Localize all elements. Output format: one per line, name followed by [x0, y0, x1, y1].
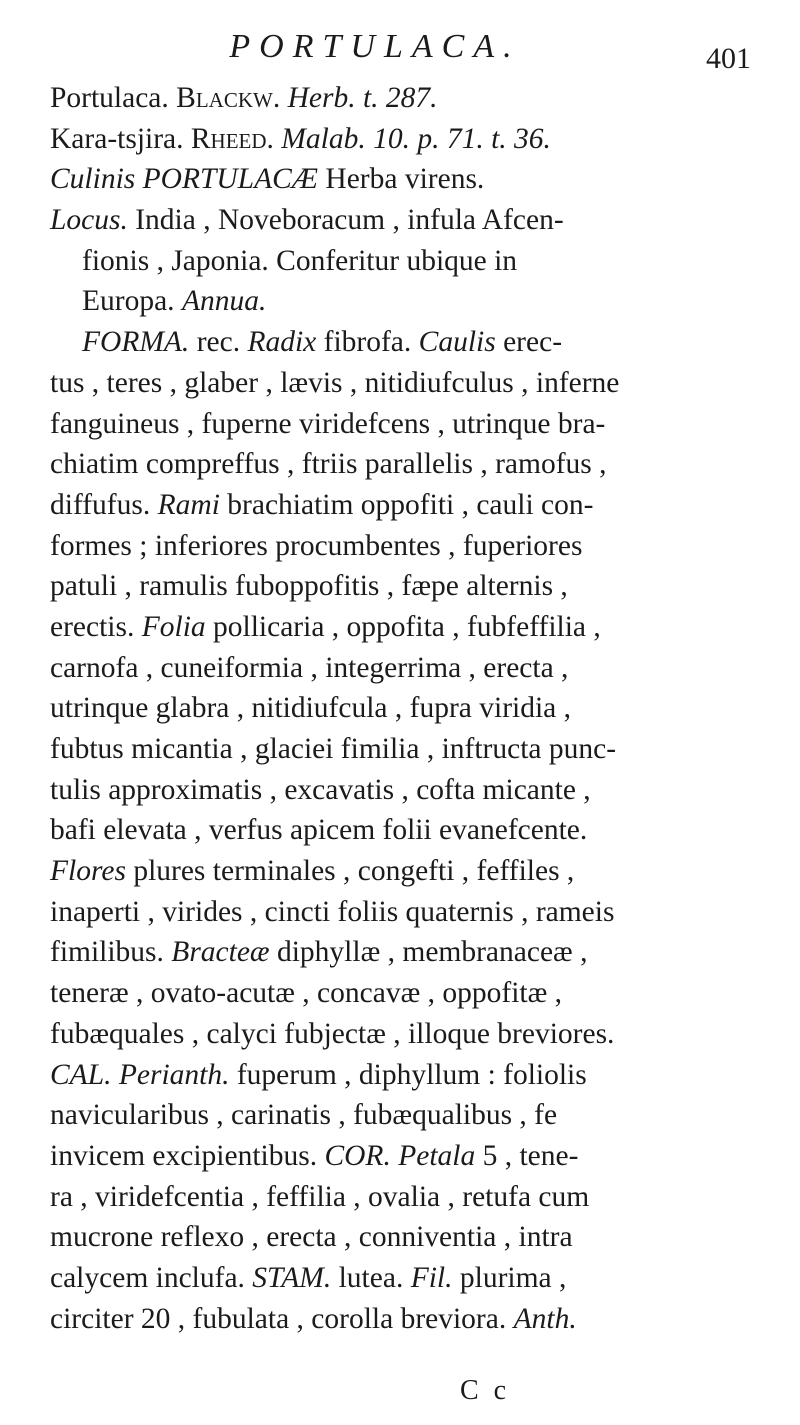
text-line: tus , teres , glaber , lævis , nitidiufculus , inferne	[50, 366, 620, 399]
text-line: Europa. Annua.	[82, 285, 267, 318]
text-line: CAL. Perianth. fuperum , diphyllum : foliolis	[50, 1058, 587, 1091]
text-line: fubtus micantia , glaciei fimilia , inftructa punc-	[50, 733, 617, 765]
page-number: 401	[706, 42, 751, 75]
text-line: teneræ , ovato-acutæ , concavæ , oppofitæ ,	[50, 977, 563, 1010]
text-line: bafi elevata , verfus apicem folii evanefcente.	[50, 814, 588, 847]
text-line: Locus. India , Noveboracum , infula Afcen-	[50, 204, 564, 237]
text-line: ra , viridefcentia , feffilia , ovalia , retufa cum	[50, 1180, 590, 1213]
text-line: chiatim compreffus , ftriis parallelis , ramofus ,	[50, 448, 607, 481]
text-line: diffufus. Rami brachiatim oppofiti , cauli con-	[50, 488, 594, 521]
text-line: inaperti , virides , cincti foliis quaternis , rameis	[50, 895, 615, 928]
text-line: invicem excipientibus. COR. Petala 5 , tene-	[50, 1139, 579, 1172]
text-line: FORMA. rec. Radix fibrofa. Caulis erec-	[82, 326, 563, 359]
text-line: patuli , ramulis fuboppofitis , fæpe alternis ,	[50, 570, 568, 603]
text-line: fanguineus , fuperne viridefcens , utrinque bra-	[50, 407, 606, 440]
text-line: fubæquales , calyci fubjectæ , illoque breviores.	[50, 1017, 615, 1050]
page-header	[0, 28, 800, 78]
text-line: formes ; inferiores procumbentes , fuperiores	[50, 529, 583, 562]
text-line: Flores plures terminales , congefti , feffiles ,	[50, 855, 575, 888]
text-line: fimilibus. Bracteæ diphyllæ , membranaceæ ,	[50, 936, 588, 969]
text-line: calycem inclufa. STAM. lutea. Fil. plurima ,	[50, 1261, 567, 1294]
running-head: PORTULACA.	[229, 28, 521, 65]
text-line: circiter 20 , fubulata , corolla breviora. Anth.	[50, 1302, 577, 1335]
text-line: Kara-tsjira. Rheed. Malab. 10. p. 71. t. 36.	[50, 122, 551, 155]
text-line: utrinque glabra , nitidiufcula , fupra viridia ,	[50, 692, 572, 725]
text-line: carnofa , cuneiformia , integerrima , erecta ,	[50, 651, 569, 684]
text-line: fionis , Japonia. Conferitur ubique in	[82, 244, 518, 277]
text-line: erectis. Folia pollicaria , oppofita , fubfeffilia ,	[50, 610, 601, 643]
catchword: C c	[459, 1375, 511, 1406]
body-text	[50, 78, 760, 1339]
text-line: tulis approximatis , excavatis , cofta micante ,	[50, 773, 591, 806]
text-line: mucrone reflexo , erecta , conniventia , intra	[50, 1221, 573, 1254]
text-line: Portulaca. Blackw. Herb. t. 287.	[50, 82, 438, 114]
text-line: Culinis PORTULACÆ Herba virens.	[50, 163, 485, 196]
text-line: navicularibus , carinatis , fubæqualibus , fe	[50, 1099, 558, 1132]
